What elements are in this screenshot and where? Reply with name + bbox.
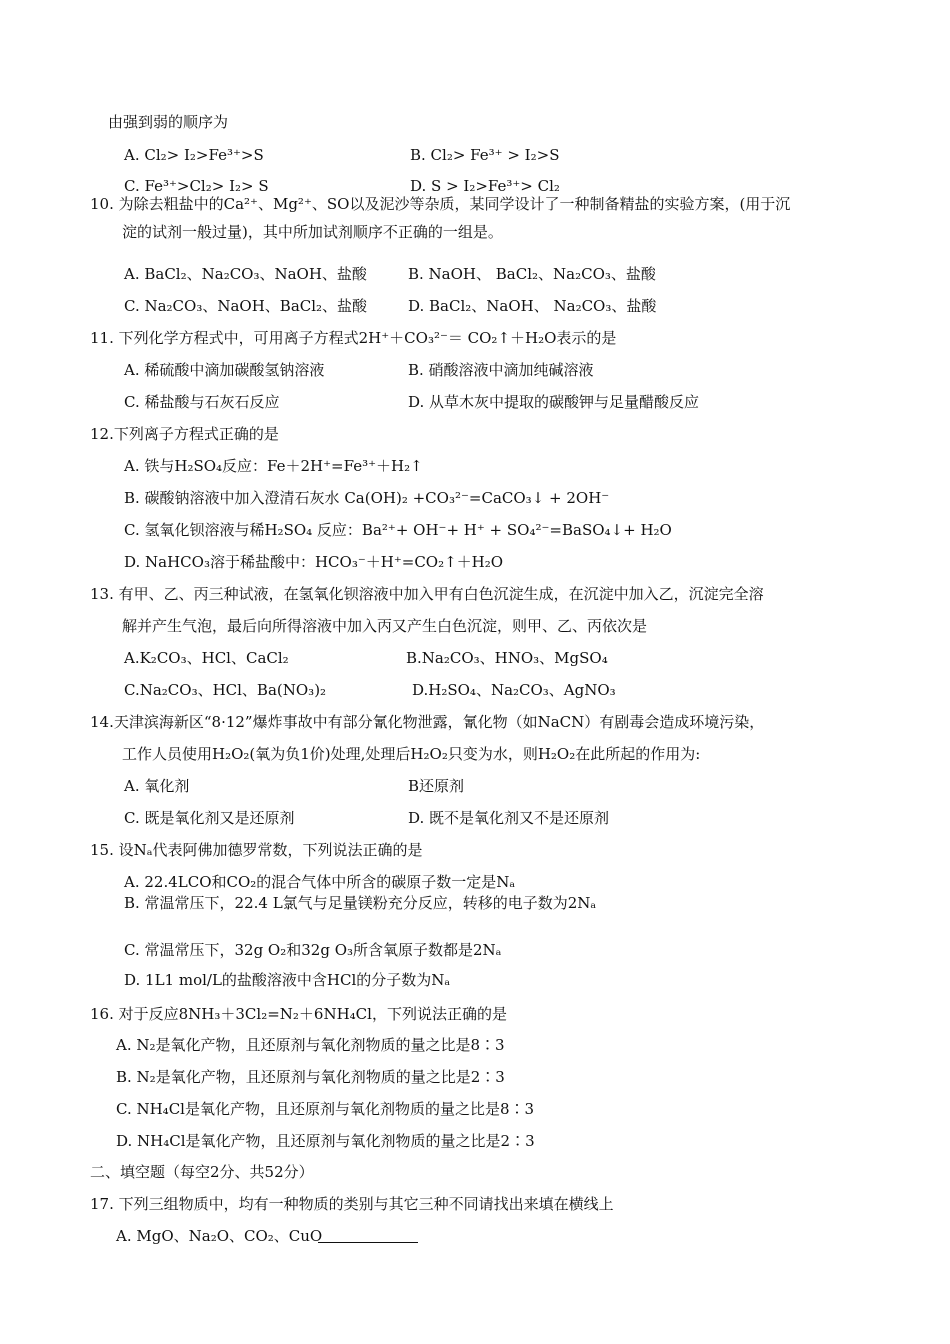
q11-option-c: C. 稀盐酸与石灰石反应 — [124, 393, 280, 411]
q14-option-c: C. 既是氧化剂又是还原剂 — [124, 809, 295, 827]
q9-option-d: D. S > I₂>Fe³⁺> Cl₂ — [410, 177, 560, 195]
q13-option-c: C.Na₂CO₃、HCl、Ba(NO₃)₂ — [124, 681, 327, 699]
q14-option-a: A. 氧化剂 — [124, 777, 190, 795]
question-9-stem-tail: 由强到弱的顺序为 — [108, 113, 229, 131]
q10-option-a: A. BaCl₂、Na₂CO₃、NaOH、盐酸 — [124, 265, 367, 283]
q12-option-a: A. 铁与H₂SO₄反应：Fe＋2H⁺=Fe³⁺＋H₂↑ — [124, 457, 423, 475]
q17-answer-blank[interactable] — [318, 1242, 418, 1243]
q9-option-b: B. Cl₂> Fe³⁺ > I₂>S — [410, 146, 560, 164]
question-14-stem: 14.天津滨海新区“8·12”爆炸事故中有部分氰化物泄露，氰化物（如NaCN）有剧毒会造成环境污染， — [90, 713, 765, 731]
q9-option-c: C. Fe³⁺>Cl₂> I₂> S — [124, 177, 269, 195]
question-12-stem: 12.下列离子方程式正确的是 — [90, 425, 279, 443]
question-15-stem: 15. 设Nₐ代表阿佛加德罗常数，下列说法正确的是 — [90, 841, 423, 859]
section-2-heading: 二、填空题（每空2分、共52分） — [90, 1163, 314, 1181]
q16-option-b: B. N₂是氧化产物，且还原剂与氧化剂物质的量之比是2∶3 — [116, 1068, 505, 1086]
question-17-stem: 17. 下列三组物质中，均有一种物质的类别与其它三种不同请找出来填在横线上 — [90, 1195, 614, 1213]
question-11-stem: 11. 下列化学方程式中，可用离子方程式2H⁺＋CO₃²⁻＝ CO₂↑＋H₂O表示的是 — [90, 329, 617, 347]
q15-option-a: A. 22.4LCO和CO₂的混合气体中所含的碳原子数一定是Nₐ — [124, 873, 516, 891]
q13-option-a: A.K₂CO₃、HCl、CaCl₂ — [124, 649, 289, 667]
q15-option-d: D. 1L1 mol/L的盐酸溶液中含HCl的分子数为Nₐ — [124, 971, 451, 989]
question-13-stem: 13. 有甲、乙、丙三种试液，在氢氧化钡溶液中加入甲有白色沉淀生成，在沉淀中加入乙，沉淀完全溶 — [90, 585, 764, 603]
question-10-stem-cont: 淀的试剂一般过量)，其中所加试剂顺序不正确的一组是。 — [122, 223, 503, 241]
q13-option-b: B.Na₂CO₃、HNO₃、MgSO₄ — [406, 649, 608, 667]
q14-option-d: D. 既不是氧化剂又不是还原剂 — [408, 809, 610, 827]
q15-option-c: C. 常温常压下，32g O₂和32g O₃所含氧原子数都是2Nₐ — [124, 941, 502, 959]
q11-option-a: A. 稀硫酸中滴加碳酸氢钠溶液 — [124, 361, 325, 379]
q10-option-b: B. NaOH、 BaCl₂、Na₂CO₃、盐酸 — [408, 265, 656, 283]
q9-option-a: A. Cl₂> I₂>Fe³⁺>S — [124, 146, 264, 164]
q13-option-d: D.H₂SO₄、Na₂CO₃、AgNO₃ — [412, 681, 616, 699]
q16-option-c: C. NH₄Cl是氧化产物，且还原剂与氧化剂物质的量之比是8∶3 — [116, 1100, 535, 1118]
q12-option-d: D. NaHCO₃溶于稀盐酸中：HCO₃⁻＋H⁺=CO₂↑＋H₂O — [124, 553, 504, 571]
question-10-stem: 10. 为除去粗盐中的Ca²⁺、Mg²⁺、SO以及泥沙等杂质，某同学设计了一种制备精盐的实验方案，(用于沉 — [90, 195, 791, 213]
q16-option-a: A. N₂是氧化产物，且还原剂与氧化剂物质的量之比是8∶3 — [116, 1036, 505, 1054]
q12-option-c: C. 氢氧化钡溶液与稀H₂SO₄ 反应：Ba²⁺+ OH⁻+ H⁺ + SO₄²⁻=BaSO₄↓+ H₂O — [124, 521, 672, 539]
q16-option-d: D. NH₄Cl是氧化产物，且还原剂与氧化剂物质的量之比是2∶3 — [116, 1132, 535, 1150]
q10-option-c: C. Na₂CO₃、NaOH、BaCl₂、盐酸 — [124, 297, 368, 315]
q15-option-b: B. 常温常压下，22.4 L氯气与足量镁粉充分反应，转移的电子数为2Nₐ — [124, 894, 597, 912]
q11-option-b: B. 硝酸溶液中滴加纯碱溶液 — [408, 361, 594, 379]
q10-option-d: D. BaCl₂、NaOH、 Na₂CO₃、盐酸 — [408, 297, 657, 315]
question-16-stem: 16. 对于反应8NH₃＋3Cl₂=N₂＋6NH₄Cl，下列说法正确的是 — [90, 1005, 507, 1023]
q14-option-b: B还原剂 — [408, 777, 465, 795]
q12-option-b: B. 碳酸钠溶液中加入澄清石灰水 Ca(OH)₂ +CO₃²⁻=CaCO₃↓ + 2OH⁻ — [124, 489, 610, 507]
question-13-stem-cont: 解并产生气泡，最后向所得溶液中加入丙又产生白色沉淀，则甲、乙、丙依次是 — [122, 617, 648, 635]
question-14-stem-cont: 工作人员使用H₂O₂(氧为负1价)处理,处理后H₂O₂只变为水，则H₂O₂在此所起的作用为: — [122, 745, 701, 763]
q11-option-d: D. 从草木灰中提取的碳酸钾与足量醋酸反应 — [408, 393, 700, 411]
q17-group-a: A. MgO、Na₂O、CO₂、CuO — [116, 1227, 323, 1245]
